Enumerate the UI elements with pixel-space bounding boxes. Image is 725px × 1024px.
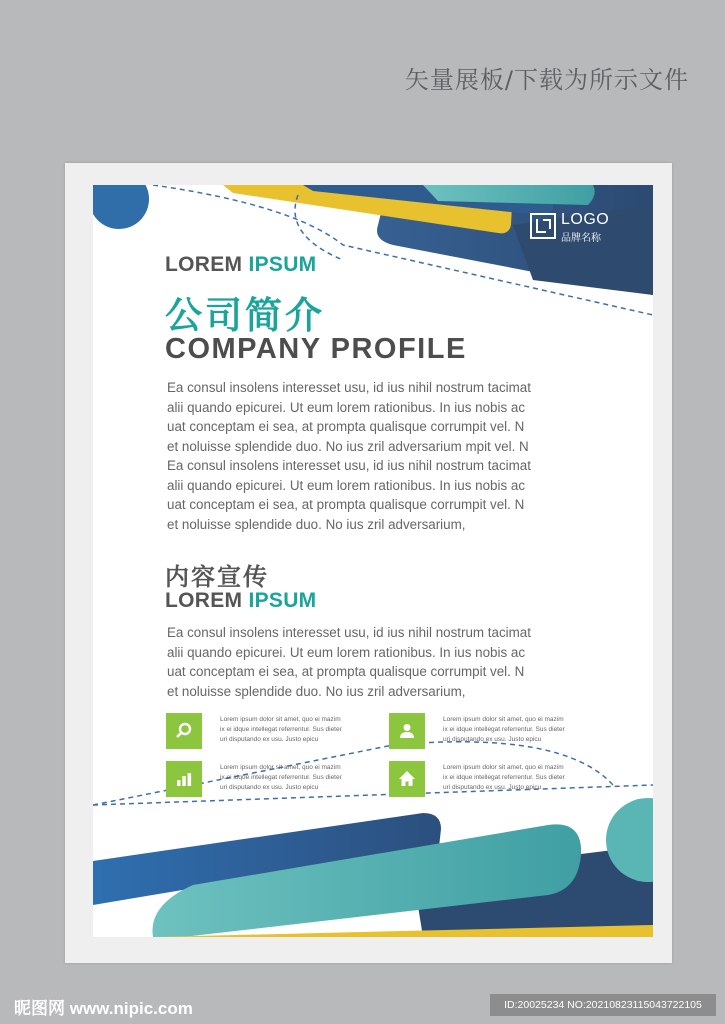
- intro-line: alii quando epicurei. Ut eum lorem rationibus. In ius nobis ac: [167, 477, 526, 493]
- search-icon: [166, 713, 202, 749]
- feature-line: ix ei idque intellegat referrentur. Sus dieter: [220, 774, 342, 781]
- user-icon: [389, 713, 425, 749]
- feature-text: [443, 715, 583, 745]
- section-line: alii quando epicurei. Ut eum lorem rationibus. In ius nobis ac: [167, 644, 526, 660]
- intro-line: et noluisse splendide duo. No ius zril adversarium,: [167, 516, 466, 532]
- feature-line: uri disputando ex usu. Justo epicu: [443, 736, 542, 743]
- feature-line: ix ei idque intellegat referrentur. Sus dieter: [220, 726, 342, 733]
- feature-line: uri disputando ex usu. Justo epicu: [443, 784, 542, 791]
- feature-line: ix ei idque intellegat referrentur. Sus dieter: [443, 774, 565, 781]
- poster: [93, 185, 653, 937]
- top-caption: 矢量展板/下载为所示文件: [404, 66, 689, 94]
- section-paragraph: [167, 623, 587, 701]
- header-lorem-ipsum: [165, 253, 316, 277]
- section-lorem: LOREM: [165, 589, 243, 612]
- home-icon: [389, 761, 425, 797]
- logo-icon: [530, 213, 556, 239]
- section-line: Ea consul insolens interesset usu, id ius nihil nostrum tacimat: [167, 625, 531, 640]
- intro-line: alii quando epicurei. Ut eum lorem rationibus. In ius nobis ac: [167, 399, 526, 415]
- feature-text: [220, 715, 360, 745]
- feature-line: Lorem ipsum dolor sit amet, quo ei mazim: [443, 764, 564, 771]
- intro-line: uat conceptam ei sea, at prompta qualisque corrumpit vel. N: [167, 497, 525, 512]
- feature-line: ix ei idque intellegat referrentur. Sus dieter: [443, 726, 565, 733]
- feature-line: Lorem ipsum dolor sit amet, quo ei mazim: [220, 716, 341, 723]
- feature-line: uri disputando ex usu. Justo epicu: [220, 784, 319, 791]
- intro-line: et noluisse splendide duo. No ius zril adversarium mpit vel. N: [167, 438, 529, 454]
- intro-line: Ea consul insolens interesset usu, id ius nihil nostrum tacimat: [167, 380, 531, 395]
- title-english: COMPANY PROFILE: [165, 333, 467, 365]
- logo-text: LOGO: [561, 211, 610, 228]
- feature-text: [220, 763, 360, 793]
- section-lorem-ipsum: [165, 589, 316, 613]
- header-lorem: LOREM: [165, 253, 243, 276]
- section-line: et noluisse splendide duo. No ius zril adversarium,: [167, 683, 466, 699]
- logo-subtitle: 品牌名称: [561, 233, 601, 244]
- feature-search: [166, 713, 366, 753]
- section-title-chinese: 内容宣传: [165, 563, 269, 591]
- intro-line: Ea consul insolens interesset usu, id ius nihil nostrum tacimat: [167, 458, 531, 473]
- feature-chart: [166, 761, 366, 801]
- feature-text: [443, 763, 583, 793]
- intro-line: uat conceptam ei sea, at prompta qualisque corrumpit vel. N: [167, 419, 525, 434]
- header-ipsum: IPSUM: [248, 253, 317, 276]
- watermark-id: ID:20025234 NO:20210823115043722105: [490, 994, 716, 1016]
- section-line: uat conceptam ei sea, at prompta qualisque corrumpit vel. N: [167, 664, 525, 679]
- feature-line: Lorem ipsum dolor sit amet, quo ei mazim: [443, 716, 564, 723]
- watermark-site: 昵图网 www.nipic.com: [14, 999, 193, 1018]
- feature-user: [389, 713, 589, 753]
- title-chinese: 公司简介: [165, 294, 325, 337]
- feature-line: Lorem ipsum dolor sit amet, quo ei mazim: [220, 764, 341, 771]
- intro-paragraph: [167, 378, 587, 534]
- feature-line: uri disputando ex usu. Justo epicu: [220, 736, 319, 743]
- bar-chart-icon: [166, 761, 202, 797]
- section-ipsum: IPSUM: [248, 589, 317, 612]
- feature-home: [389, 761, 589, 801]
- top-left-circle: [93, 185, 149, 229]
